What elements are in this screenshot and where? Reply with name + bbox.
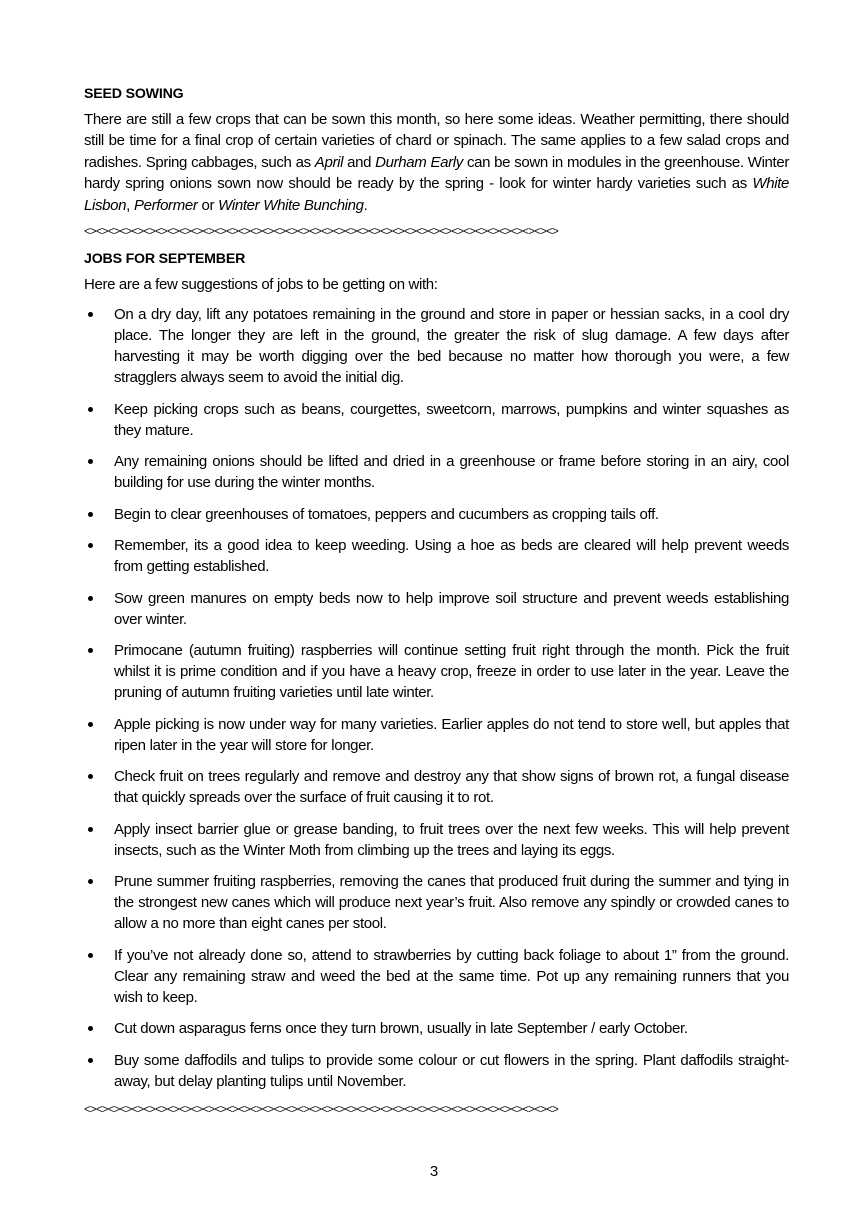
jobs-intro: Here are a few suggestions of jobs to be getting on with: bbox=[84, 276, 438, 294]
paragraph-text: . bbox=[363, 196, 368, 214]
variety-name: Winter White Bunching bbox=[218, 196, 364, 214]
job-text: Cut down asparagus ferns once they turn brown, usually in late September / early October. bbox=[114, 1020, 688, 1038]
job-list-item bbox=[84, 871, 789, 934]
variety-name: Durham Early bbox=[375, 153, 463, 171]
job-list-item bbox=[84, 714, 789, 756]
job-text: Buy some daffodils and tulips to provide some colour or cut flowers in the spring. Plant daffodils straight-away, but delay planting tulips until November. bbox=[114, 1051, 789, 1090]
variety-name: Performer bbox=[133, 196, 198, 214]
bullet-icon bbox=[88, 879, 93, 884]
bullet-icon bbox=[88, 774, 93, 779]
job-text: On a dry day, lift any potatoes remaining in the ground and store in paper or hessian sacks, in a cool dry place. The longer they are left in the ground, the greater the risk of slug damage. A few days after harvesting it may be worth digging over the bed because no matter how thorough you were, a few stragglers always seem to avoid the initial dig. bbox=[114, 306, 789, 387]
page-number: 3 bbox=[429, 1163, 439, 1180]
job-text: Check fruit on trees regularly and remove and destroy any that show signs of brown rot, a fungal disease that quickly spreads over the surface of fruit causing it to rot. bbox=[114, 768, 789, 807]
bullet-icon bbox=[88, 648, 93, 653]
job-list-item bbox=[84, 1018, 789, 1039]
jobs-section bbox=[84, 249, 789, 1092]
job-list-item bbox=[84, 588, 789, 630]
seed-sowing-section bbox=[84, 84, 789, 216]
paragraph-text: There are still a few crops that can be sown this month, so here some ideas. Weather permitting, there should still be time for a final crop of certain varieties of chard or spinach. The same applies to a few salad crops and radishes. Spring cabbages, such as bbox=[84, 111, 789, 171]
paragraph-text: can be sown in modules in the greenhouse. Winter hardy spring onions sown now should be ready by the spring - look for winter hardy varieties such as bbox=[84, 153, 790, 193]
jobs-list bbox=[84, 304, 789, 1092]
document-page bbox=[84, 84, 789, 1127]
bullet-icon bbox=[88, 722, 93, 727]
jobs-heading: JOBS FOR SEPTEMBER bbox=[84, 251, 246, 268]
job-text: Keep picking crops such as beans, courgettes, sweetcorn, marrows, pumpkins and winter squashes as they mature. bbox=[114, 400, 789, 439]
bullet-icon bbox=[88, 407, 93, 412]
job-text: Apple picking is now under way for many varieties. Earlier apples do not tend to store well, but apples that ripen later in the year will store for longer. bbox=[114, 715, 789, 754]
job-list-item bbox=[84, 1050, 789, 1092]
bullet-icon bbox=[88, 543, 93, 548]
job-list-item bbox=[84, 399, 789, 441]
bullet-icon bbox=[88, 596, 93, 601]
bullet-icon bbox=[88, 953, 93, 958]
job-text: Sow green manures on empty beds now to help improve soil structure and prevent weeds establishing over winter. bbox=[114, 589, 789, 628]
variety-name: White Lisbon bbox=[84, 175, 789, 214]
job-list-item bbox=[84, 304, 789, 388]
bullet-icon bbox=[88, 1058, 93, 1063]
job-list-item bbox=[84, 945, 789, 1008]
job-text: Apply insect barrier glue or grease banding, to fruit trees over the next few weeks. This will help prevent insects, such as the Winter Moth from climbing up the trees and laying its eggs. bbox=[114, 820, 789, 859]
section-divider: <><><><><><><><><><><><><><><><><><><><><><><><><><><><><><><><><><><><><><><><> bbox=[84, 224, 558, 239]
paragraph-text: and bbox=[343, 153, 376, 171]
bullet-icon bbox=[88, 459, 93, 464]
job-text: Remember, its a good idea to keep weeding. Using a hoe as beds are cleared will help prevent weeds from getting established. bbox=[114, 537, 789, 576]
job-text: Any remaining onions should be lifted and dried in a greenhouse or frame before storing in an airy, cool building for use during the winter months. bbox=[114, 453, 789, 492]
job-text: Primocane (autumn fruiting) raspberries will continue setting fruit right through the month. Pick the fruit whilst it is prime condition and if you have a heavy crop, freeze in order to use later in the year. Leave the pruning of autumn fruiting varieties until late winter. bbox=[114, 642, 789, 702]
job-text: Begin to clear greenhouses of tomatoes, peppers and cucumbers as cropping tails off. bbox=[114, 505, 659, 523]
job-list-item bbox=[84, 766, 789, 808]
seed-sowing-heading: SEED SOWING bbox=[84, 86, 184, 102]
variety-name: April bbox=[314, 153, 344, 171]
job-list-item bbox=[84, 535, 789, 577]
bottom-divider: <><><><><><><><><><><><><><><><><><><><><><><><><><><><><><><><><><><><><><><><> bbox=[84, 1102, 558, 1117]
bullet-icon bbox=[88, 827, 93, 832]
job-list-item bbox=[84, 819, 789, 861]
job-list-item bbox=[84, 504, 789, 525]
paragraph-text: , bbox=[126, 196, 134, 214]
job-text: If you’ve not already done so, attend to strawberries by cutting back foliage to about 1” from the ground. Clear any remaining straw and weed the bed at the same time. Pot up any remaining runners that you wish to keep. bbox=[114, 946, 789, 1006]
paragraph-text: or bbox=[197, 196, 219, 214]
job-list-item bbox=[84, 451, 789, 493]
job-list-item bbox=[84, 640, 789, 703]
bullet-icon bbox=[88, 512, 93, 517]
job-text: Prune summer fruiting raspberries, removing the canes that produced fruit during the summer and tying in the strongest new canes which will produce next year’s fruit. Also remove any spindly or crowded canes to allow a no more than eight canes per stool. bbox=[114, 873, 789, 933]
bullet-icon bbox=[88, 312, 93, 317]
bullet-icon bbox=[88, 1026, 93, 1031]
seed-sowing-paragraph bbox=[84, 109, 789, 216]
